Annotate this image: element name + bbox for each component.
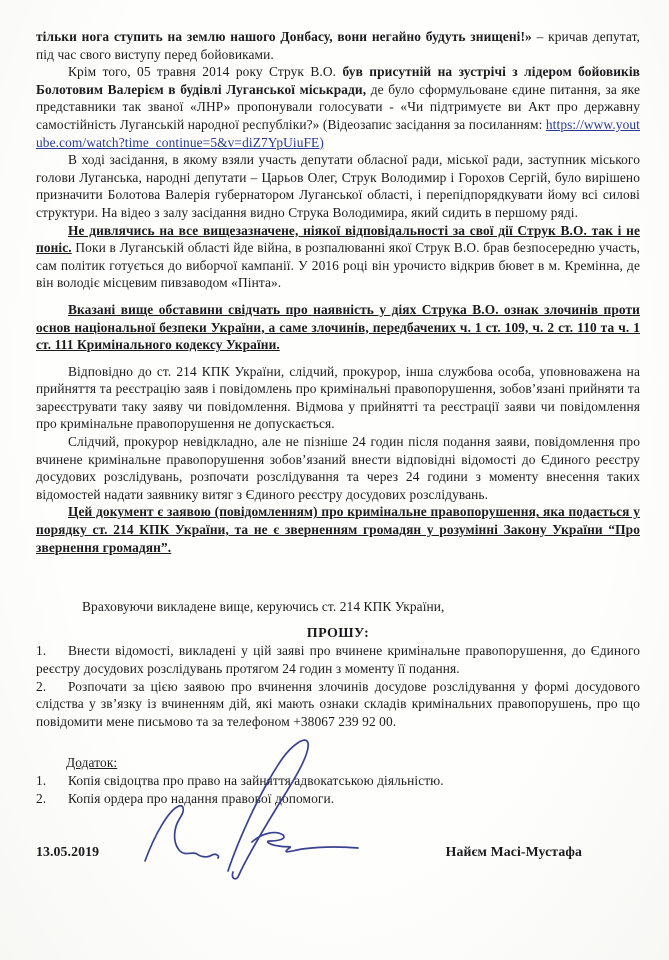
petition-list <box>36 642 640 730</box>
item-text: Копія свідоцтва про право на зайняття адвокатською діяльністю. <box>68 772 444 788</box>
text-segment: Слідчий, прокурор невідкладно, але не пізніше 24 годин після подання заяви, повідомлення про вчинене кримінальне правопорушення зобов’язаний внести відповідні відомості до Єдиного реєстру досудових розслідувань, розпочати розслідування та через 24 години з моменту внесення таких відомостей надати заявнику витяг з Єдиного реєстру досудових розслідувань. <box>36 434 640 502</box>
item-number: 2. <box>36 790 47 806</box>
text-segment: Вказані вище обставини свідчать про наявність у діях Струка В.О. ознак злочинів проти основ національної безпеки України, а саме злочинів, передбачених ч. 1 ст. 109, ч. 2 ст. 110 та ч. 1 ст. 111 Кримінального кодексу України. <box>36 301 640 353</box>
paragraph <box>36 598 640 616</box>
text-segment: Крім того, 05 травня 2014 року Струк В.О. <box>68 64 343 80</box>
item-text: Внести відомості, викладені у цій заяві про вчинене кримінальне правопорушення, до Єдиного реєстру досудових розслідувань протягом 24 годин з моменту її подання. <box>36 643 640 676</box>
text-segment: Враховуючи викладене вище, керуючись ст. 214 КПК України, <box>82 599 445 615</box>
paragraphs-container <box>36 28 640 616</box>
petition-item <box>36 678 640 731</box>
petition-item <box>36 642 640 677</box>
paragraph <box>36 151 640 221</box>
item-number: 1. <box>36 772 47 788</box>
paragraph <box>36 433 640 503</box>
text-segment: – кричав депутат, під час свого виступу перед бойовиками. <box>36 29 640 62</box>
item-text: Розпочати за цією заявою про вчинення злочинів досудове розслідування у формі досудового слідства у зв’язку із вчиненням дій, які мають ознаки складів кримінальних правопорушень, про що повідомити мене письмово та за телефоном +38067 239 92 00. <box>36 678 640 729</box>
attachment-item <box>36 790 640 808</box>
attachment-item <box>36 772 640 790</box>
item-number: 1. <box>36 643 47 659</box>
text-segment: В ході засідання, в якому взяли участь депутати обласної ради, міської ради, заступник міського голови Луганська, народні депутати – Царьов Олег, Струк Володимир і Горохов Сергій, було вирішено призначити Болотова Валерія губернатором Луганської області, і перепідпорядкувати йому всі силові структури. На відео з залу засідання видно Струка Володимира, який сидить в першому ряді. <box>36 152 640 220</box>
text-segment: Відповідно до ст. 214 КПК України, слідчий, прокурор, інша службова особа, уповноважена на прийняття та реєстрацію заяв і повідомлень про кримінальні правопорушення, зобов’язані прийняти та зареєструвати таку заяву чи повідомлення. Відмова у прийнятті та реєстрації заяви чи повідомлення про кримінальне правопорушення не допускається. <box>36 363 640 432</box>
signer-name: Найєм Масі-Мустафа <box>445 844 582 860</box>
paragraph <box>36 222 640 292</box>
paragraph <box>36 363 640 433</box>
youtube-link[interactable]: https://www.youtube.com/watch?time_continue=5&v=diZ7YpUiuFE) <box>36 116 640 150</box>
document-date: 13.05.2019 <box>36 844 100 860</box>
attachments-list <box>36 772 640 807</box>
item-text: Копія ордера про надання правової допомоги. <box>68 790 335 806</box>
paragraph <box>36 63 640 151</box>
signature-row <box>36 843 640 861</box>
attachments-label: Додаток: <box>66 755 118 771</box>
text-segment: де було сформульоване єдине питання, за яке представники так званої «ЛНР» пропонували голосувати - «Чи підтримуєте ви Акт про державну самостійність Луганській народної республіки?» (Відеозапис засідання за посиланням: <box>36 81 640 132</box>
text-segment: Не дивлячись на все вищезазначене, ніякої відповідальності за свої дії Струк В.О. так і не поніс. <box>36 222 640 256</box>
paragraph <box>36 28 640 63</box>
text-segment: був присутній на зустрічі з лідером бойовиків Болотовим Валерієм в будівлі Луганської міськради, <box>36 64 640 97</box>
text-segment: тільки нога ступить на землю нашого Донбасу, вони негайно будуть знищені!» <box>36 29 532 44</box>
item-number: 2. <box>36 678 47 694</box>
paragraph <box>36 301 640 354</box>
text-segment: Цей документ є заявою (повідомленням) про кримінальне правопорушення, яка подається у порядку ст. 214 КПК України, та не є зверненням громадян у розумінні Закону України “Про звернення громадян”. <box>36 504 640 555</box>
document-body <box>36 28 640 861</box>
text-segment: Поки в Луганській області йде війна, в розпалюванні якої Струк В.О. брав безпосередню участь, сам політик готується до виборчої кампанії. У 2016 році він урочисто відкрив бювет в м. Кремінна, де він володіє місцевим пивзаводом «Пінта». <box>36 240 640 291</box>
paragraph <box>36 503 640 556</box>
petition-heading: ПРОШУ: <box>306 625 370 641</box>
